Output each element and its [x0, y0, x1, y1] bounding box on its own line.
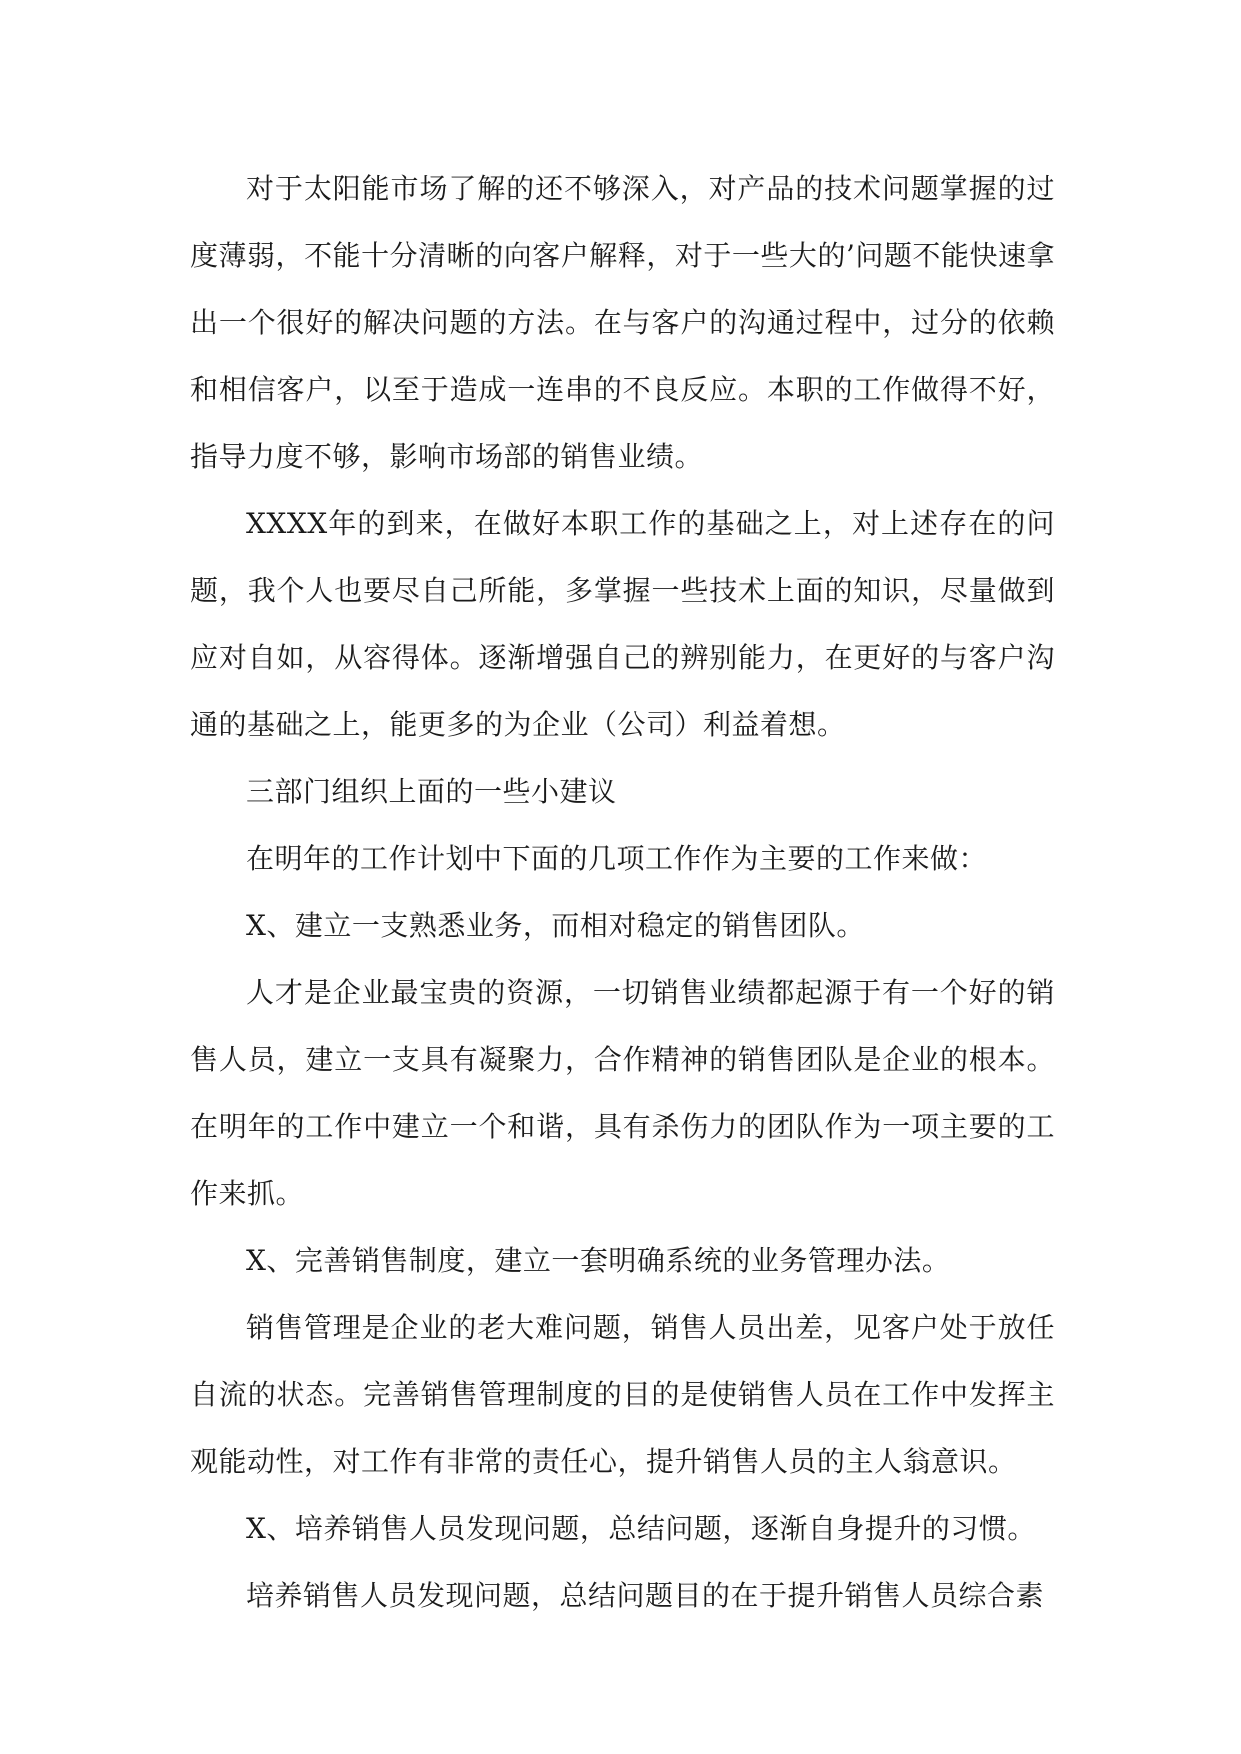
- document-body: [190, 155, 1055, 1629]
- list-item-sales-system: X、完善销售制度，建立一套明确系统的业务管理办法。: [246, 1244, 951, 1277]
- paragraph-training-purpose: 培养销售人员发现问题，总结问题目的在于提升销售人员综合素: [246, 1579, 1045, 1612]
- list-item-training: X、培养销售人员发现问题，总结问题，逐渐自身提升的习惯。: [246, 1512, 1036, 1545]
- paragraph-new-year-plan: XXXX年的到来，在做好本职工作的基础之上，对上述存在的问题，我个人也要尽自己所能，多掌握一些技术上面的知识，尽量做到应对自如，从容得体。逐渐增强自己的辨别能力，在更好的与客户沟通的基础之上，能更多的为企业（公司）利益着想。: [190, 507, 1055, 741]
- section-heading-suggestions: 三部门组织上面的一些小建议: [246, 775, 617, 808]
- list-item-sales-team: X、建立一支熟悉业务，而相对稳定的销售团队。: [246, 909, 865, 942]
- paragraph-talent: 人才是企业最宝贵的资源，一切销售业绩都起源于有一个好的销售人员，建立一支具有凝聚力，合作精神的销售团队是企业的根本。在明年的工作中建立一个和谐，具有杀伤力的团队作为一项主要的工作来抓。: [190, 976, 1055, 1210]
- paragraph-work-plan-intro: 在明年的工作计划中下面的几项工作作为主要的工作来做：: [246, 842, 988, 875]
- paragraph-market-understanding: 对于太阳能市场了解的还不够深入，对产品的技术问题掌握的过度薄弱，不能十分清晰的向客户解释，对于一些大的’问题不能快速拿出一个很好的解决问题的方法。在与客户的沟通过程中，过分的依赖和相信客户，以至于造成一连串的不良反应。本职的工作做得不好，指导力度不够，影响市场部的销售业绩。: [190, 172, 1055, 473]
- paragraph-sales-management: 销售管理是企业的老大难问题，销售人员出差，见客户处于放任自流的状态。完善销售管理制度的目的是使销售人员在工作中发挥主观能动性，对工作有非常的责任心，提升销售人员的主人翁意识。: [190, 1311, 1055, 1478]
